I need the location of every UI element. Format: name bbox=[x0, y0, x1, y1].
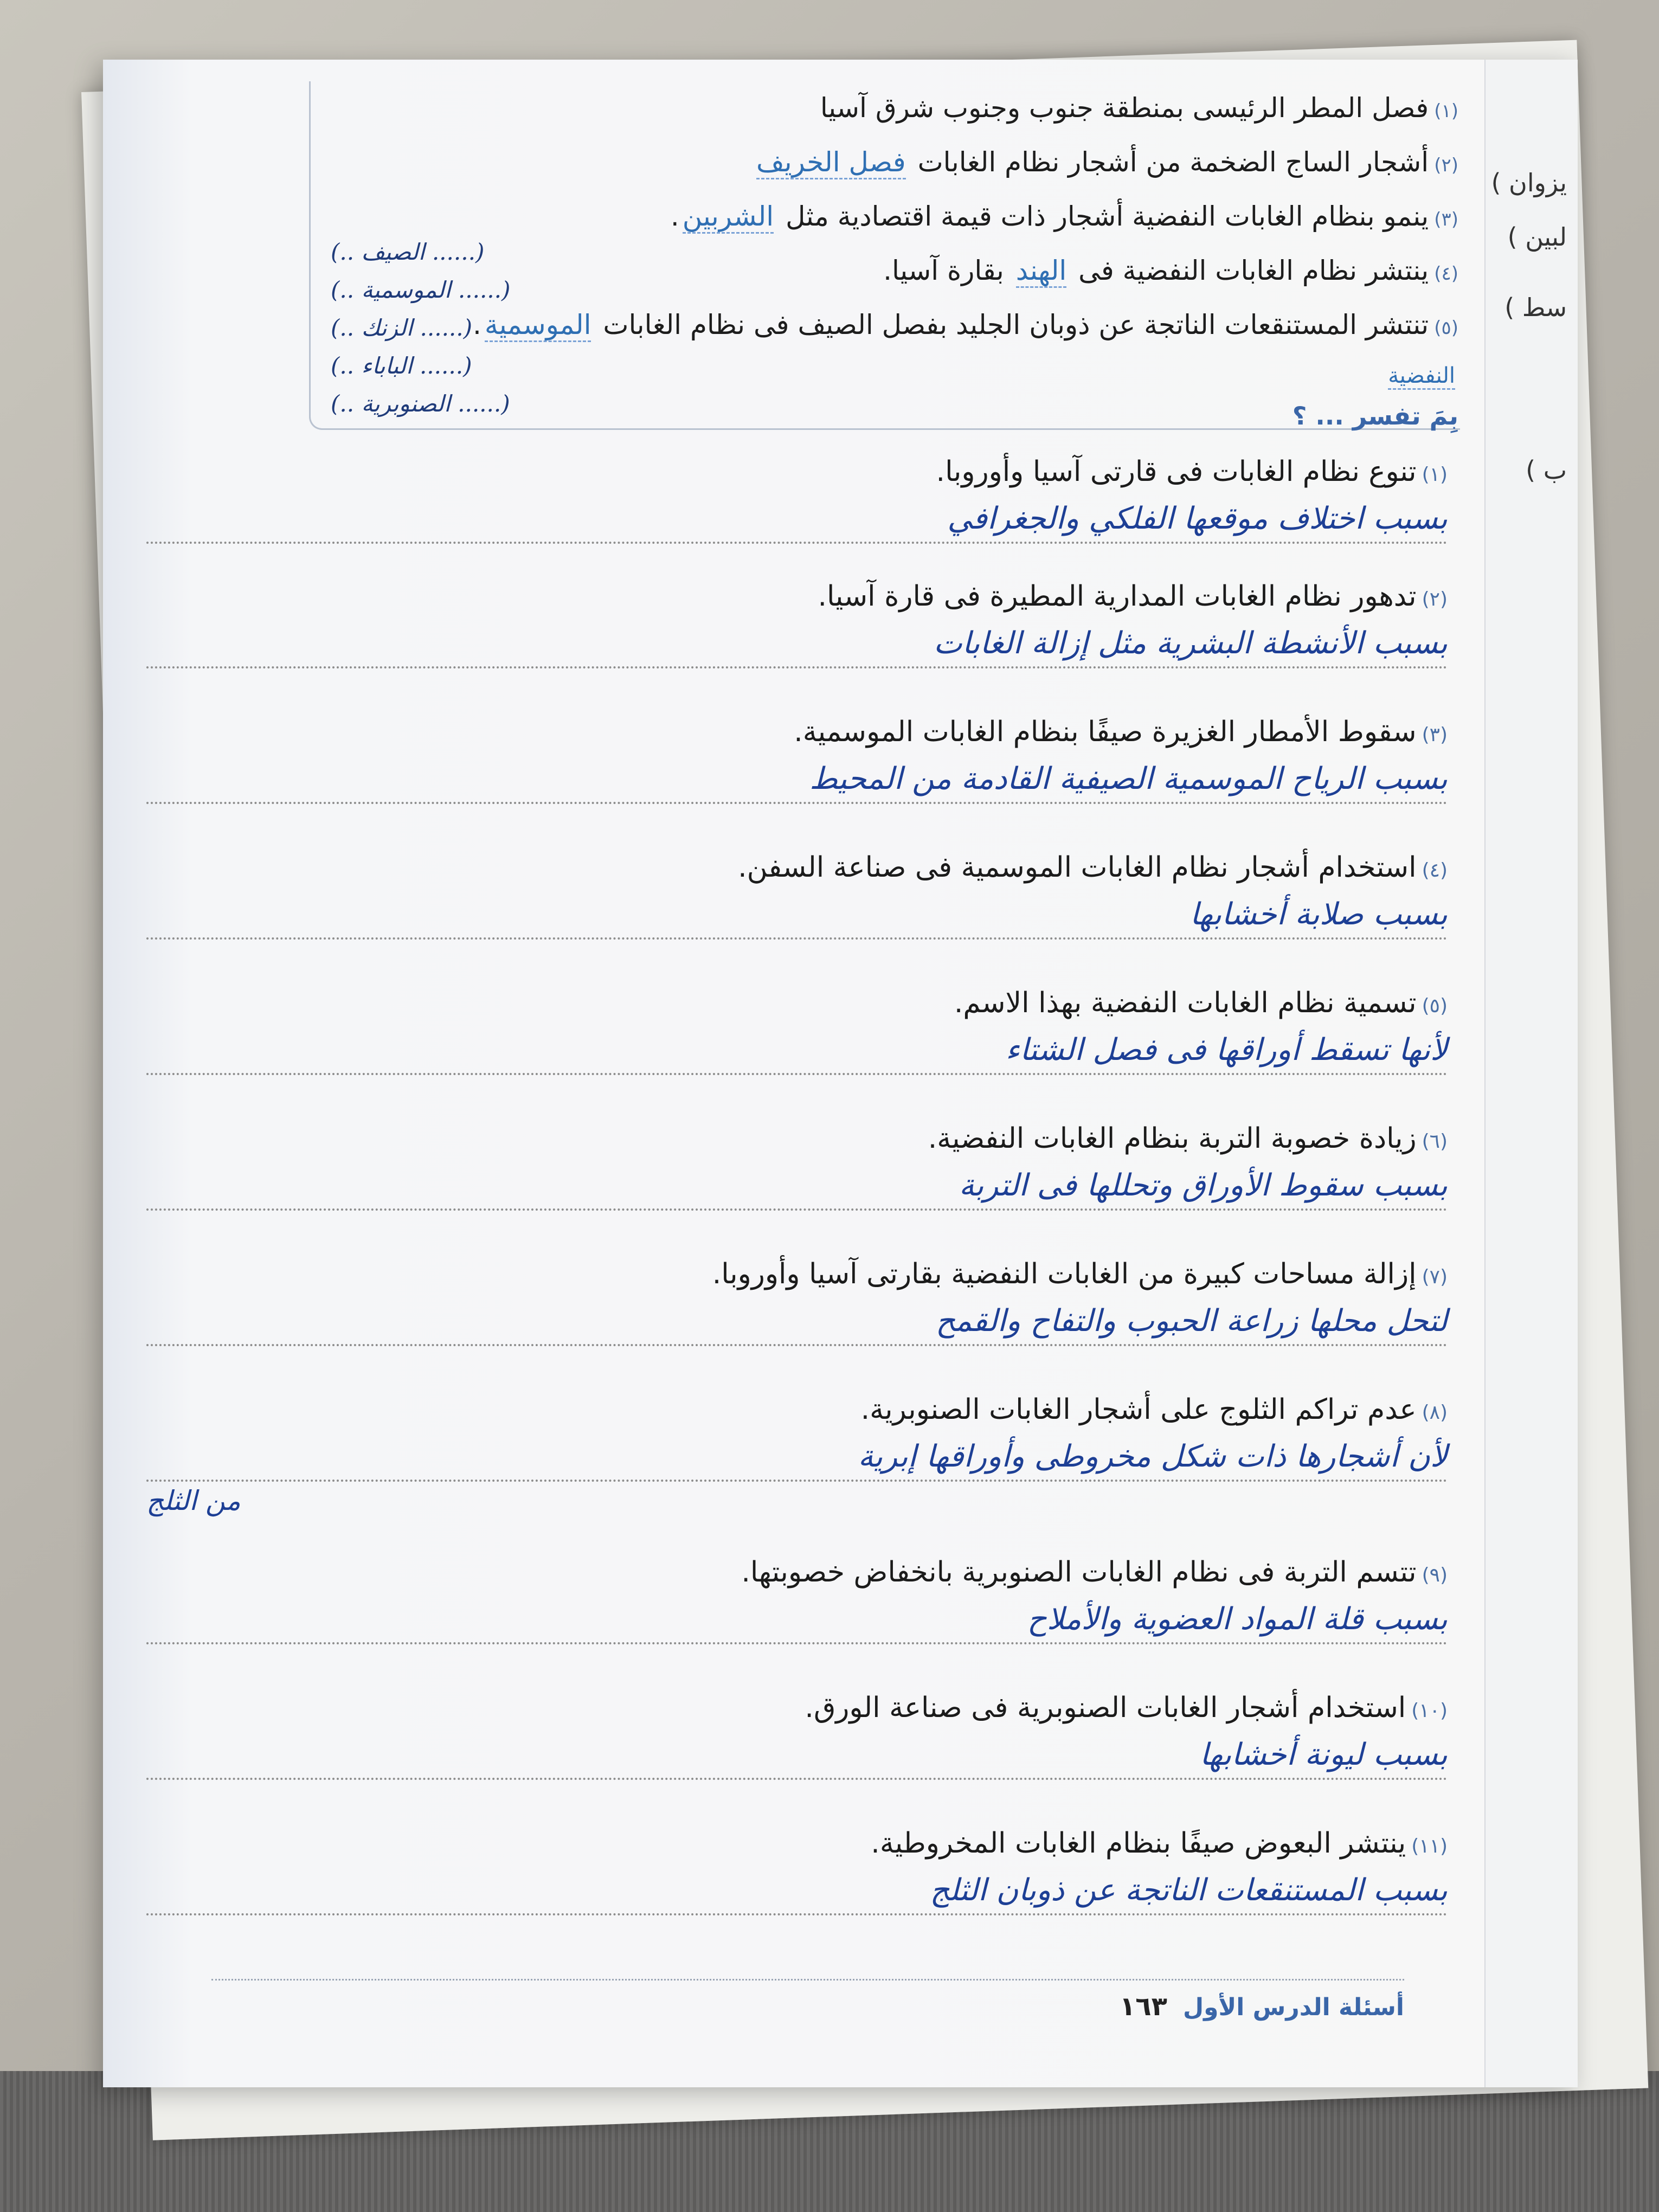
question-text bbox=[146, 1122, 1448, 1155]
question-2 bbox=[146, 580, 1448, 668]
statement-text: ينتشر نظام الغابات النفضية فى bbox=[1078, 255, 1429, 286]
handwritten-answer: بسبب اختلاف موقعها الفلكي والجغرافي bbox=[146, 501, 1448, 544]
statement-text: ينمو بنظام الغابات النفضية أشجار ذات قيمة اقتصادية مثل bbox=[786, 201, 1429, 232]
question-text bbox=[146, 1692, 1448, 1724]
statement-5 bbox=[473, 309, 1458, 340]
handwritten-answer: بسبب الأنشطة البشرية مثل إزالة الغابات bbox=[146, 626, 1448, 668]
question-3 bbox=[146, 716, 1448, 804]
question-label: تدهور نظام الغابات المدارية المطيرة فى قارة آسيا. bbox=[818, 580, 1417, 613]
left-answer: (.. الزنك ......) bbox=[331, 314, 473, 341]
question-number: (٤) bbox=[1422, 859, 1448, 882]
statement-text: فصل المطر الرئيسى بمنطقة جنوب وجنوب شرق آسيا bbox=[820, 92, 1429, 124]
statement-text: تنتشر المستنقعات الناتجة عن ذوبان الجليد بفصل الصيف فى نظام الغابات bbox=[603, 309, 1429, 340]
question-text bbox=[146, 1393, 1448, 1426]
question-number: (٥) bbox=[1422, 995, 1448, 1017]
question-label: استخدام أشجار الغابات الصنوبرية فى صناعة الورق. bbox=[805, 1692, 1406, 1724]
handwritten-answer: بسبب قلة المواد العضوية والأملاح bbox=[146, 1602, 1448, 1644]
question-10 bbox=[146, 1692, 1448, 1780]
strip-fragment: لبين ) bbox=[1507, 222, 1567, 252]
question-number: (٦) bbox=[1422, 1130, 1448, 1153]
strip-fragment: يزوان ) bbox=[1491, 168, 1567, 197]
workbook-page bbox=[103, 60, 1578, 2087]
question-text bbox=[146, 1258, 1448, 1290]
statement-2-answer bbox=[1385, 363, 1458, 388]
statement-tail: بقارة آسيا. bbox=[883, 255, 1004, 286]
question-label: سقوط الأمطار الغزيرة صيفًا بنظام الغابات الموسمية. bbox=[794, 716, 1417, 748]
question-label: تتسم التربة فى نظام الغابات الصنوبرية بانخفاض خصوبتها. bbox=[741, 1556, 1417, 1589]
section-header: بِمَ تفسر ... ؟ bbox=[1292, 401, 1458, 430]
question-label: استخدام أشجار نظام الغابات الموسمية فى صناعة السفن. bbox=[738, 851, 1417, 884]
statement-2 bbox=[753, 146, 1458, 178]
question-11 bbox=[146, 1827, 1448, 1915]
question-7 bbox=[146, 1258, 1448, 1346]
question-1 bbox=[146, 455, 1448, 544]
statement-4 bbox=[883, 255, 1458, 286]
handwritten-answer: بسبب المستنقعات الناتجة عن ذوبان الثلج bbox=[146, 1873, 1448, 1915]
question-number: (٩) bbox=[1422, 1564, 1448, 1586]
question-number: (٣) bbox=[1422, 724, 1448, 746]
question-6 bbox=[146, 1122, 1448, 1211]
statement-answer: الهند bbox=[1016, 255, 1067, 288]
question-number: (٨) bbox=[1422, 1401, 1448, 1424]
question-text bbox=[146, 455, 1448, 488]
handwritten-answer: بسبب الرياح الموسمية الصيفية القادمة من المحيط bbox=[146, 761, 1448, 804]
strip-fragment: ب ) bbox=[1526, 455, 1567, 485]
statement-number: (١) bbox=[1434, 100, 1458, 122]
question-8 bbox=[146, 1393, 1448, 1516]
statement-tail: . bbox=[473, 309, 481, 340]
statement-number: (٢) bbox=[1434, 155, 1458, 176]
statement-1 bbox=[820, 92, 1458, 124]
statement-answer: النفضية bbox=[1388, 363, 1455, 390]
adjacent-page-strip bbox=[1484, 60, 1578, 2087]
question-number: (٢) bbox=[1422, 588, 1448, 610]
statement-number: (٤) bbox=[1434, 263, 1458, 285]
page-number: ١٦٣ bbox=[1119, 1991, 1167, 2022]
left-answer: (.. الصيف ......) bbox=[331, 239, 485, 265]
left-answer: (.. الباباء ......) bbox=[331, 352, 472, 379]
question-4 bbox=[146, 851, 1448, 940]
question-number: (١٠) bbox=[1411, 1700, 1448, 1722]
statement-3 bbox=[671, 201, 1458, 232]
handwritten-answer: بسبب صلابة أخشابها bbox=[146, 897, 1448, 940]
left-answer: (.. الموسمية ......) bbox=[331, 276, 511, 303]
question-text bbox=[146, 1827, 1448, 1860]
statement-tail: . bbox=[670, 201, 679, 232]
handwritten-answer: لأن أشجارها ذات شكل مخروطى وأوراقها إبرية bbox=[146, 1439, 1448, 1482]
handwritten-answer: لتحل محلها زراعة الحبوب والتفاح والقمح bbox=[146, 1303, 1448, 1346]
question-text bbox=[146, 1556, 1448, 1589]
question-number: (٧) bbox=[1422, 1266, 1448, 1288]
question-text bbox=[146, 580, 1448, 613]
question-text bbox=[146, 851, 1448, 884]
question-number: (١١) bbox=[1411, 1835, 1448, 1857]
page-footer bbox=[211, 1979, 1404, 2022]
footer-title: أسئلة الدرس الأول bbox=[1182, 1994, 1404, 2021]
question-number: (١) bbox=[1422, 464, 1448, 486]
handwritten-answer: لأنها تسقط أوراقها فى فصل الشتاء bbox=[146, 1032, 1448, 1075]
question-text bbox=[146, 987, 1448, 1019]
statement-number: (٥) bbox=[1434, 317, 1458, 339]
statement-answer: الشربين bbox=[683, 201, 774, 234]
handwritten-answer: بسبب ليونة أخشابها bbox=[146, 1737, 1448, 1780]
question-5 bbox=[146, 987, 1448, 1075]
statement-number: (٣) bbox=[1434, 209, 1458, 230]
statement-text: أشجار الساج الضخمة من أشجار نظام الغابات bbox=[917, 146, 1429, 178]
statement-answer: الموسمية bbox=[485, 309, 591, 342]
question-9 bbox=[146, 1556, 1448, 1644]
question-label: إزالة مساحات كبيرة من الغابات النفضية بقارتى آسيا وأوروبا. bbox=[712, 1258, 1417, 1290]
question-label: تنوع نظام الغابات فى قارتى آسيا وأوروبا. bbox=[936, 455, 1417, 488]
question-label: ينتشر البعوض صيفًا بنظام الغابات المخروطية. bbox=[871, 1827, 1406, 1860]
statement-answer: فصل الخريف bbox=[756, 146, 906, 179]
handwritten-answer: بسبب سقوط الأوراق وتحللها فى التربة bbox=[146, 1168, 1448, 1211]
strip-fragment: سط ) bbox=[1504, 293, 1567, 322]
page-content bbox=[146, 60, 1458, 2087]
question-text bbox=[146, 716, 1448, 748]
left-answer: (.. الصنوبرية ......) bbox=[331, 390, 510, 417]
handwritten-answer-continued: من الثلج bbox=[146, 1485, 241, 1516]
question-label: زيادة خصوبة التربة بنظام الغابات النفضية. bbox=[928, 1122, 1417, 1155]
question-label: عدم تراكم الثلوج على أشجار الغابات الصنوبرية. bbox=[860, 1393, 1417, 1426]
question-label: تسمية نظام الغابات النفضية بهذا الاسم. bbox=[954, 987, 1417, 1019]
